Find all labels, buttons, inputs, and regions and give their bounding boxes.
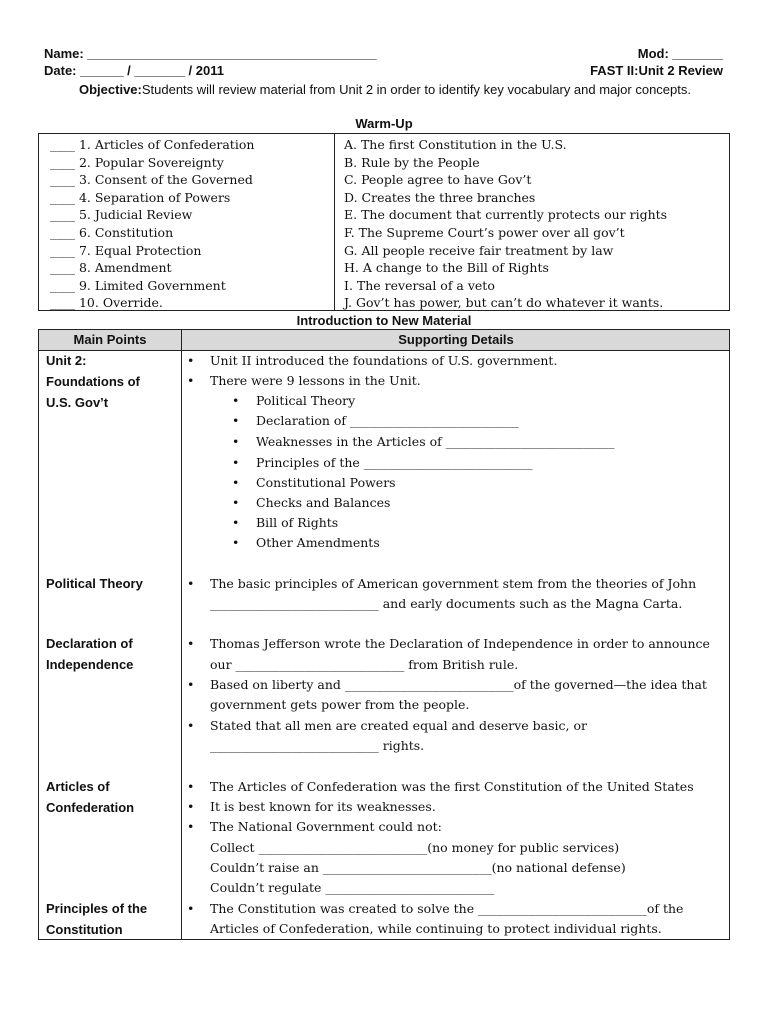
main-point-declaration: Declaration of Independence <box>46 636 134 672</box>
main-point-political-theory: Political Theory <box>46 576 143 591</box>
definition-item: E. The document that currently protects our rights <box>344 207 668 223</box>
term-item[interactable]: ____ 2. Popular Sovereignty <box>50 154 224 170</box>
fill-in-blank[interactable]: Couldn’t regulate ___________________________ <box>210 880 495 895</box>
name-field[interactable]: Name: ________________________________________ <box>44 46 377 61</box>
main-point-unit2: Unit 2: Foundations of U.S. Gov’t <box>46 353 140 410</box>
term-item[interactable]: ____ 6. Constitution <box>50 224 174 240</box>
objective-text: Students will review material from Unit 2 in order to identify key vocabulary and major concepts. <box>141 82 691 97</box>
supporting-details-header: Supporting Details <box>398 332 514 347</box>
fill-in-blank[interactable]: Collect ___________________________(no money for public services) <box>210 840 620 855</box>
fill-in-blank[interactable]: ___________________________ rights. <box>210 738 425 753</box>
column-divider <box>334 134 335 310</box>
terms-column <box>50 136 254 312</box>
term-item[interactable]: ____ 10. Override. <box>50 295 163 311</box>
intro-title: Introduction to New Material <box>296 313 472 328</box>
definition-item: A. The first Constitution in the U.S. <box>344 137 567 152</box>
definition-item: F. The Supreme Court’s power over all gov’t <box>344 224 625 240</box>
warmup-table <box>38 133 730 311</box>
term-item[interactable]: ____ 1. Articles of Confederation <box>50 137 255 152</box>
main-point-principles: Principles of the Constitution <box>46 901 148 937</box>
definition-item: H. A change to the Bill of Rights <box>344 260 549 276</box>
definition-item: G. All people receive fair treatment by law <box>344 242 614 258</box>
fill-in-blank[interactable]: our ___________________________ from British rule. <box>210 657 519 672</box>
definition-item: B. Rule by the People <box>344 154 480 170</box>
term-item[interactable]: ____ 9. Limited Government <box>50 277 226 293</box>
term-item[interactable]: ____ 7. Equal Protection <box>50 242 202 258</box>
objective <box>60 81 710 98</box>
course-title: FAST II:Unit 2 Review <box>590 63 723 78</box>
term-item[interactable]: ____ 8. Amendment <box>50 260 172 276</box>
column-divider <box>181 330 182 939</box>
term-item[interactable]: ____ 3. Consent of the Governed <box>50 172 253 188</box>
main-points-header: Main Points <box>73 332 147 347</box>
fill-in-blank[interactable]: ___________________________ and early documents such as the Magna Carta. <box>210 596 683 611</box>
list-item-continued: government gets power from the people. <box>210 697 470 712</box>
term-item[interactable]: ____ 5. Judicial Review <box>50 207 193 223</box>
main-point-articles: Articles of Confederation <box>46 779 135 815</box>
objective-label: Objective: <box>79 82 142 97</box>
mod-field[interactable]: Mod: _______ <box>637 46 723 61</box>
fill-in-blank[interactable]: Couldn’t raise an ___________________________(no national defense) <box>210 860 626 875</box>
definition-item: J. Gov’t has power, but can’t do whatever it wants. <box>344 295 664 311</box>
term-item[interactable]: ____ 4. Separation of Powers <box>50 189 231 205</box>
notes-table: Main Points Supporting Details Unit 2: Foundations of U.S. Gov’t • Unit II introduced the foundations of U.S. government. • There were 9 lessons in the Unit. • Political Theory • Declaration of ___________________________ • Weaknesses in the Articles of ___________________________ • Principles of the ___________________________ • Constitutional Powers • Checks and Balances • Bill of Rights • Other Amendments Political Theory • The basic principles of American government stem from the theories of John ___________________________ and early documents such as the Magna Carta. Declaration of Independence • Thomas Jefferson wrote the Declaration of Independence in order to announce our ___________________________ from British rule. • Based on liberty and ___________________________of the governed—the idea that government gets power from the people. • Stated that all men are created equal and deserve basic, or ___________________________ rights. Articles of Confederation • The Articles of Confederation was the first Constitution of the United States • It is best known for its weaknesses. • The National Government could not: Collect ___________________________(no money for public services) Couldn’t raise an ___________________________(no national defense) Couldn’t regulate ___________________________ Principles of the Constitution • The Constitution was created to solve the ___________________________of the Articles of Confederation, while continuing to protect individual rights. <box>38 329 730 940</box>
definition-item: C. People agree to have Gov’t <box>344 172 532 188</box>
date-field[interactable]: Date: ______ / _______ / 2011 <box>44 63 224 78</box>
warmup-title: Warm-Up <box>355 116 413 131</box>
list-item-continued: Articles of Confederation, while continuing to protect individual rights. <box>210 921 662 936</box>
definition-item: I. The reversal of a veto <box>344 277 495 293</box>
definitions-column <box>344 136 667 312</box>
definition-item: D. Creates the three branches <box>344 189 536 205</box>
table-header <box>39 330 729 351</box>
